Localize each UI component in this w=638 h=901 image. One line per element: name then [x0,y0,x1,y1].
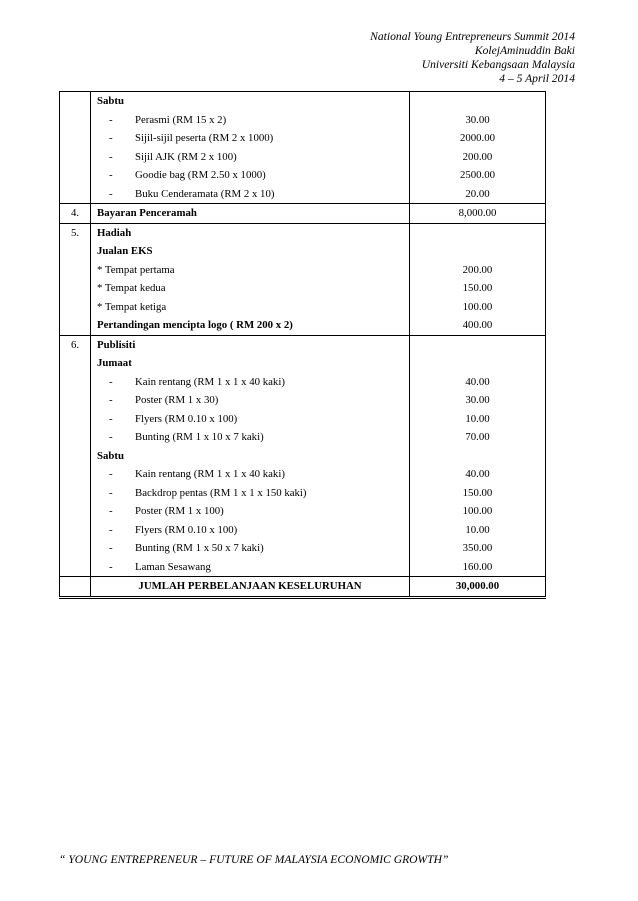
list-item: - Poster (RM 1 x 30) [109,394,219,406]
section-subheading: Jualan EKS [97,245,153,257]
list-item: - Poster (RM 1 x 100) [109,505,224,517]
list-item: * Tempat pertama [97,263,175,276]
amount-value: 400.00 [462,319,493,331]
list-item: - Goodie bag (RM 2.50 x 1000) [109,169,266,181]
amount-value: 200.00 [462,150,493,163]
footer-slogan: “ YOUNG ENTREPRENEUR – FUTURE OF MALAYSIA ECONOMIC GROWTH” [59,853,449,866]
amount-value: 20.00 [465,187,490,200]
amount-value: 10.00 [465,412,490,425]
list-item: Pertandingan mencipta logo ( RM 200 x 2) [97,319,293,331]
list-item: - Laman Sesawang [109,560,211,573]
list-item: * Tempat kedua [97,282,166,294]
description-cell [91,92,410,204]
section-heading: Sabtu [97,95,125,107]
row-number: 4. [70,207,80,219]
amount-value: 30.00 [465,113,490,126]
row-number-cell [60,92,91,204]
table-row-sabtu-continued [60,92,546,204]
list-item: - Backdrop pentas (RM 1 x 1 x 150 kaki) [109,486,307,499]
amount-value: 150.00 [462,282,493,294]
amount-value: 40.00 [465,468,490,480]
amount-value: 200.00 [462,263,493,276]
list-item: - Kain rentang (RM 1 x 1 x 40 kaki) [109,375,285,388]
amount-value: 100.00 [462,505,493,517]
list-item: - Sijil-sijil peserta (RM 2 x 1000) [109,132,274,144]
amount-value: 8,000.00 [458,207,497,219]
amount-value: 2000.00 [459,132,496,144]
row-number: 5. [70,226,80,239]
list-item: - Perasmi (RM 15 x 2) [109,113,227,126]
section-subheading: Jumaat [97,357,132,369]
amount-value: 150.00 [462,486,493,499]
list-item: - Flyers (RM 0.10 x 100) [109,412,238,425]
header-university: Universiti Kebangsaan Malaysia [421,58,575,71]
list-item: - Bunting (RM 1 x 50 x 7 kaki) [109,542,264,554]
amount-value: 40.00 [465,375,490,388]
header-venue: KolejAminuddin Baki [474,44,575,57]
table-row-6 [60,335,546,577]
list-item: * Tempat ketiga [97,300,167,313]
header-event-name: National Young Entrepreneurs Summit 2014 [370,30,575,43]
list-item: - Bunting (RM 1 x 10 x 7 kaki) [109,431,264,443]
header-date: 4 – 5 April 2014 [499,72,575,85]
amount-cell [410,92,546,204]
section-subheading: Sabtu [97,449,125,462]
table-row-total [60,577,546,598]
row-number: 6. [70,338,80,351]
page-header [275,30,575,86]
amount-value: 70.00 [465,431,490,443]
amount-value: 2500.00 [459,169,496,181]
list-item: - Flyers (RM 0.10 x 100) [109,523,238,536]
amount-value: 160.00 [462,560,493,573]
list-item: - Buku Cenderamata (RM 2 x 10) [109,187,275,200]
list-item: - Kain rentang (RM 1 x 1 x 40 kaki) [109,468,285,480]
amount-value: 10.00 [465,523,490,536]
table-row-5 [60,223,546,335]
section-heading: Hadiah [97,226,132,239]
total-label: JUMLAH PERBELANJAAN KESELURUHAN [138,580,362,592]
amount-value: 350.00 [462,542,493,554]
amount-value: 100.00 [462,300,493,313]
table-row-4 [60,204,546,224]
list-item: - Sijil AJK (RM 2 x 100) [109,150,237,163]
amount-value: 30.00 [465,394,490,406]
budget-table [59,91,546,599]
total-amount: 30,000.00 [455,580,500,592]
section-heading: Publisiti [97,338,136,351]
row-label: Bayaran Penceramah [97,207,197,219]
